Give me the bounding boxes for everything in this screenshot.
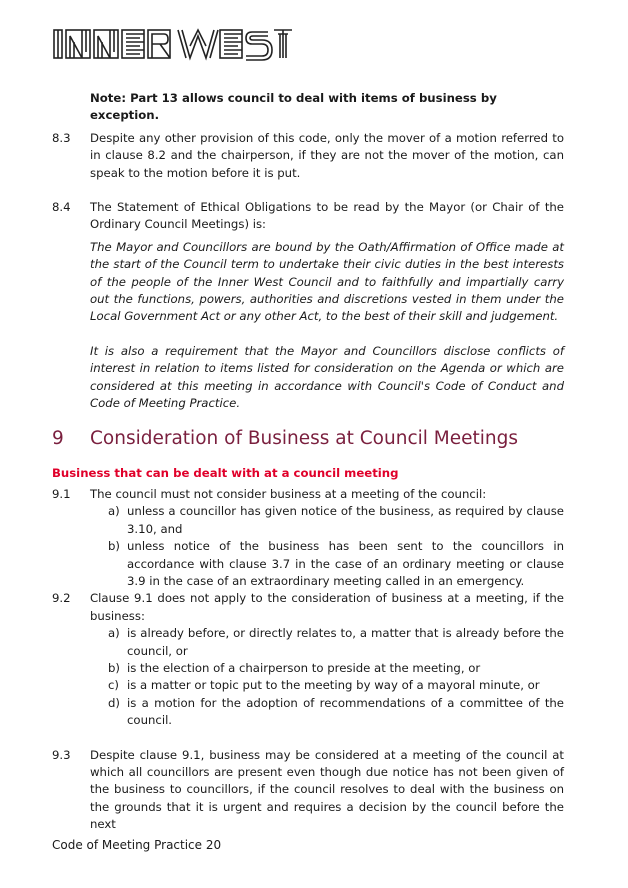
list-item-text: is a motion for the adoption of recommendations of a committee of the council. [127, 695, 564, 728]
list-item-letter: a) [108, 626, 120, 641]
clause-8-3 [52, 130, 564, 182]
list-item [108, 677, 564, 694]
clause-number: 9.1 [52, 486, 71, 501]
clause-text: Despite clause 9.1, business may be considered at a meeting of the council at which all councillors are present even though due notice has not been given of the business to councillors, if the council resolves to deal with the business on the grounds that it is urgent and requires a decision by the council before the next [90, 747, 564, 832]
list-item [108, 660, 564, 677]
list-item-text: unless notice of the business has been sent to the councillors in accordance with clause 3.7 in the case of an ordinary meeting or clause 3.9 in the case of an extraordinary meeting called in an emergency. [127, 539, 564, 588]
clause-9-3 [52, 747, 564, 834]
ethical-statement-paragraph-2: It is also a requirement that the Mayor and Councillors disclose conflicts of interest in relation to items listed for consideration on the Agenda or which are considered at this meeting in accordance with Council's Code of Conduct and Code of Meeting Practice. [90, 343, 564, 411]
list-item [108, 503, 564, 538]
clause-number: 8.3 [52, 130, 71, 145]
list-item [108, 625, 564, 660]
list-item-letter: b) [108, 539, 120, 554]
clause-number: 9.3 [52, 747, 71, 762]
section-number: 9 [52, 427, 64, 449]
list-item-text: is the election of a chairperson to preside at the meeting, or [127, 660, 481, 675]
clause-number: 8.4 [52, 200, 71, 215]
clause-text: Despite any other provision of this code, only the mover of a motion referred to in clause 8.2 and the chairperson, if they are not the mover of the motion, can speak to the motion before it is put. [90, 130, 564, 180]
subheading: Business that can be dealt with at a council meeting [52, 465, 399, 480]
list-item-text: is already before, or directly relates to, a matter that is already before the council, or [127, 626, 564, 658]
inner-west-logo [52, 24, 292, 66]
list-item [108, 538, 564, 590]
list-item-letter: d) [108, 695, 120, 710]
clause-text: The council must not consider business at a meeting of the council: [90, 486, 487, 501]
clause-8-4 [52, 199, 564, 234]
clause-9-1 [52, 486, 564, 503]
section-title: Consideration of Business at Council Meetings [90, 427, 519, 449]
page-footer: Code of Meeting Practice 20 [52, 838, 222, 852]
clause-text: The Statement of Ethical Obligations to be read by the Mayor (or Chair of the Ordinary Council Meetings) is: [90, 200, 564, 232]
list-item-text: is a matter or topic put to the meeting by way of a mayoral minute, or [127, 678, 540, 693]
section-heading [52, 427, 564, 451]
list-item-letter: a) [108, 504, 120, 519]
note: Note: Part 13 allows council to deal with items of business by exception. [90, 91, 497, 123]
ethical-statement-paragraph-1: The Mayor and Councillors are bound by the Oath/Affirmation of Office made at the start of the Council term to undertake their civic duties in the best interests of the people of the Inner West Council and to faithfully and impartially carry out the functions, powers, authorities and discretions vested in them under the Local Government Act or any other Act, to the best of their skill and judgement. [90, 239, 564, 324]
list-item-letter: c) [108, 678, 119, 693]
list-item-text: unless a councillor has given notice of the business, as required by clause 3.10, and [127, 504, 564, 536]
clause-number: 9.2 [52, 591, 71, 606]
list-item-letter: b) [108, 660, 120, 675]
clause-text: Clause 9.1 does not apply to the consideration of business at a meeting, if the business: [90, 591, 564, 623]
clause-9-2 [52, 590, 564, 625]
list-item [108, 695, 564, 730]
page-content [52, 90, 564, 834]
